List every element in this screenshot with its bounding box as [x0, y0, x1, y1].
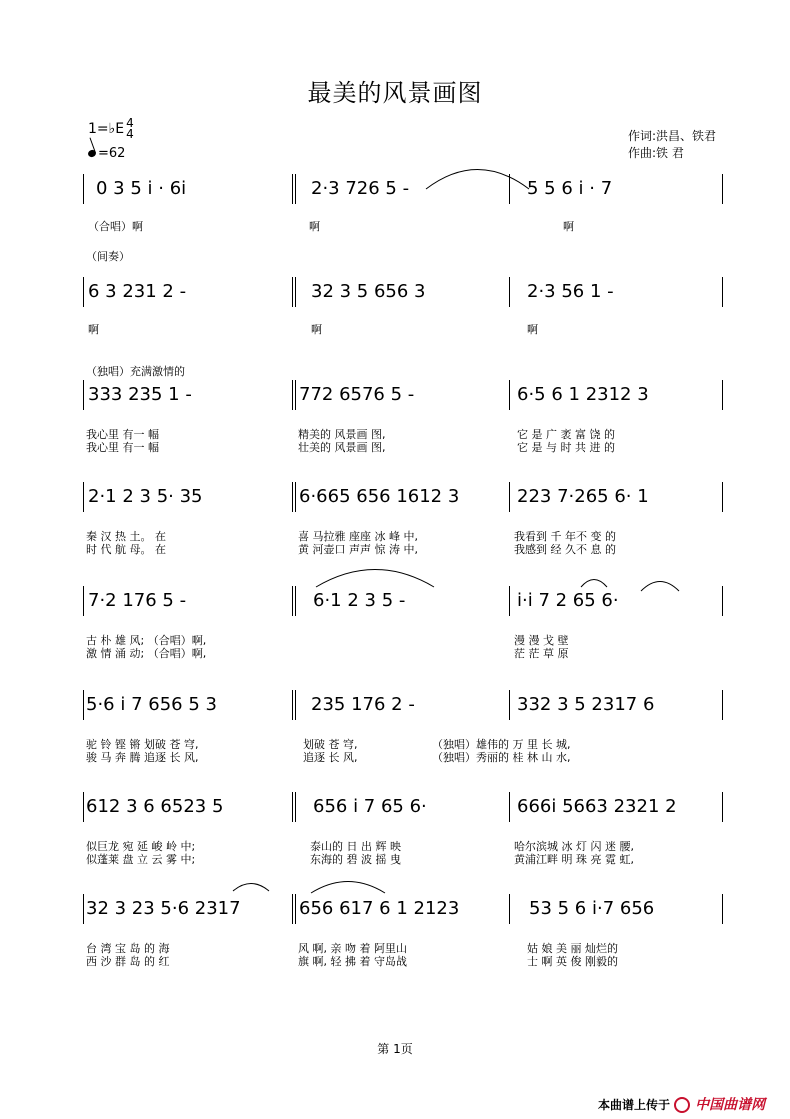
bar-line	[722, 894, 723, 924]
bar-line	[295, 690, 296, 720]
lyric-line-2: 士 啊 英 俊 刚毅的	[527, 955, 618, 968]
measure-notes: 6·1 2 3 5 -	[313, 590, 406, 611]
lyric-line-1: 泰山的 日 出 辉 映	[310, 840, 401, 853]
lyric-line-1: 它 是 广 袤 富 饶 的	[517, 428, 615, 441]
credits	[628, 128, 716, 162]
bar-line	[509, 894, 510, 924]
bar-line	[83, 380, 84, 410]
slur-arc	[580, 578, 608, 588]
source-credit	[598, 1094, 765, 1114]
time-beats: 4	[126, 116, 134, 130]
bar-line	[295, 792, 296, 822]
lyric-line-2: 追逐 长 风,	[303, 751, 358, 764]
bar-line	[722, 380, 723, 410]
lyric-line-1: （合唱）啊	[88, 220, 143, 233]
key-prefix: 1=	[88, 121, 109, 137]
lyric-line-1: 台 湾 宝 岛 的 海	[86, 942, 170, 955]
lyric-line-2: 我感到 经 久不 息 的	[514, 543, 616, 556]
bar-line	[292, 277, 293, 307]
measure-notes: 772 6576 5 -	[299, 384, 415, 405]
bar-line	[509, 380, 510, 410]
bar-line	[295, 894, 296, 924]
bar-line	[295, 174, 296, 204]
measure-notes: 53 5 6 i·7 656	[529, 898, 655, 919]
measure-notes: 612 3 6 6523 5	[86, 796, 224, 817]
bar-line	[292, 894, 293, 924]
time-signature	[126, 118, 134, 140]
bar-line	[292, 586, 293, 616]
bar-line	[83, 174, 84, 204]
measure-notes: 6·665 656 1612 3	[299, 486, 460, 507]
measure-notes: 32 3 23 5·6 2317	[86, 898, 241, 919]
lyric-line-2: 黄浦江畔 明 珠 亮 霓 虹,	[514, 853, 634, 866]
measure-notes: i·i 7 2 65 6·	[517, 590, 619, 611]
source-text: 本曲谱上传于	[598, 1098, 671, 1112]
slur-arc	[232, 882, 270, 892]
lyric-line-1: 啊	[88, 323, 99, 336]
bar-line	[295, 482, 296, 512]
bar-line	[509, 690, 510, 720]
lyric-line-2: 茫 茫 草 原	[514, 647, 569, 660]
lyric-line-1: 我心里 有一 幅	[86, 428, 159, 441]
lyric-line-1: （独唱）雄伟的 万 里 长 城,	[432, 738, 571, 751]
lyric-line-1: 似巨龙 宛 延 峻 岭 中;	[86, 840, 196, 853]
lyric-line-1: 划破 苍 穹,	[303, 738, 358, 751]
bar-line	[509, 586, 510, 616]
tempo-marking	[88, 146, 125, 161]
lyric-line-2: 时 代 航 母。 在	[86, 543, 166, 556]
bar-line	[509, 792, 510, 822]
song-title: 最美的风景画图	[307, 79, 483, 107]
lyric-line-2: 壮美的 风景画 图,	[298, 441, 386, 454]
lyric-line-2: 它 是 与 时 共 进 的	[517, 441, 615, 454]
lyric-line-2: 黄 河壶口 声声 惊 涛 中,	[298, 543, 418, 556]
measure-notes: 6 3 231 2 -	[88, 281, 187, 302]
lyric-line-2: 似蓬莱 盘 立 云 雾 中;	[86, 853, 196, 866]
lyric-line-1: 姑 娘 美 丽 灿烂的	[527, 942, 618, 955]
bar-line	[295, 380, 296, 410]
tempo-value: =62	[98, 146, 126, 161]
measure-notes: 0 3 5 i · 6i	[96, 178, 187, 199]
slur-arc	[315, 568, 435, 588]
key-note: E	[115, 121, 125, 137]
bar-line	[722, 586, 723, 616]
measure-notes: 656 617 6 1 2123	[299, 898, 460, 919]
bar-line	[722, 277, 723, 307]
bar-line	[295, 586, 296, 616]
bar-line	[509, 277, 510, 307]
flat-symbol: ♭	[108, 121, 116, 137]
measure-notes: 2·1 2 3 5· 35	[88, 486, 203, 507]
bar-line	[509, 482, 510, 512]
lyricist: 作词:洪昌、铁君	[628, 129, 717, 143]
measure-notes: 2·3 726 5 -	[311, 178, 410, 199]
slur-arc	[425, 168, 530, 190]
lyric-line-1: 驼 铃 铿 锵 划破 苍 穹,	[86, 738, 199, 751]
measure-notes: 333 235 1 -	[88, 384, 192, 405]
bar-line	[292, 792, 293, 822]
lyric-line-1: 精美的 风景画 图,	[298, 428, 386, 441]
slur-arc	[640, 580, 680, 592]
bar-line	[292, 380, 293, 410]
lyric-line-2: 我心里 有一 幅	[86, 441, 159, 454]
lyric-line-1: 古 朴 雄 风; （合唱）啊,	[86, 634, 207, 647]
logo-text: 中国曲谱网	[695, 1097, 766, 1113]
lyric-line-1: 我看到 千 年不 变 的	[514, 530, 616, 543]
measure-notes: 7·2 176 5 -	[88, 590, 187, 611]
bar-line	[292, 690, 293, 720]
bar-line	[722, 174, 723, 204]
measure-notes: 5·6 i 7 656 5 3	[86, 694, 217, 715]
site-logo	[674, 1094, 765, 1114]
bar-line	[722, 792, 723, 822]
lyric-line-1: 啊	[309, 220, 320, 233]
bar-line	[83, 277, 84, 307]
composer: 作曲:铁 君	[628, 146, 684, 160]
slur-arc	[310, 880, 386, 894]
measure-notes: 332 3 5 2317 6	[517, 694, 655, 715]
bar-line	[292, 174, 293, 204]
measure-notes: 6·5 6 1 2312 3	[517, 384, 649, 405]
logo-icon	[674, 1097, 690, 1113]
measure-notes: 2·3 56 1 -	[527, 281, 614, 302]
lyric-line-1: 风 啊, 亲 吻 着 阿里山	[298, 942, 407, 955]
lyric-line-1: 喜 马拉雅 座座 冰 峰 中,	[298, 530, 418, 543]
quarter-note-icon	[87, 149, 97, 158]
bar-line	[83, 482, 84, 512]
lyric-line-1: 啊	[527, 323, 538, 336]
lyric-line-2: 西 沙 群 岛 的 红	[86, 955, 170, 968]
lyric-line-1: 啊	[563, 220, 574, 233]
key-signature	[88, 118, 134, 140]
lyric-line-1: 啊	[311, 323, 322, 336]
lyric-line-1: 秦 汉 热 土。 在	[86, 530, 166, 543]
time-unit: 4	[126, 127, 134, 141]
measure-notes: 223 7·265 6· 1	[517, 486, 649, 507]
lyric-line-2: 东海的 碧 波 摇 曳	[310, 853, 401, 866]
bar-line	[295, 277, 296, 307]
bar-line	[83, 586, 84, 616]
bar-line	[83, 792, 84, 822]
bar-line	[83, 690, 84, 720]
lyric-line-2: 激 情 涌 动; （合唱）啊,	[86, 647, 207, 660]
lyric-line-1: 哈尔滨城 冰 灯 闪 迷 腰,	[514, 840, 634, 853]
lyric-line-2: 旗 啊, 轻 拂 着 守岛战	[298, 955, 407, 968]
measure-notes: 656 i 7 65 6·	[313, 796, 427, 817]
bar-line	[722, 482, 723, 512]
measure-notes: 32 3 5 656 3	[311, 281, 426, 302]
lyric-line-2: 骏 马 奔 腾 追逐 长 风,	[86, 751, 199, 764]
measure-notes: 5 5 6 i · 7	[527, 178, 613, 199]
measure-notes: 666i 5663 2321 2	[517, 796, 677, 817]
bar-line	[292, 482, 293, 512]
measure-notes: 235 176 2 -	[311, 694, 415, 715]
bar-line	[722, 690, 723, 720]
lyric-line-2: （独唱）秀丽的 桂 林 山 水,	[432, 751, 571, 764]
page-footer: 第 1页	[377, 1042, 413, 1056]
solo-label: （独唱）充满激情的	[86, 365, 185, 378]
bar-line	[83, 894, 84, 924]
lyric-line-1: 漫 漫 戈 壁	[514, 634, 569, 647]
interlude-label: （间奏）	[86, 250, 130, 263]
